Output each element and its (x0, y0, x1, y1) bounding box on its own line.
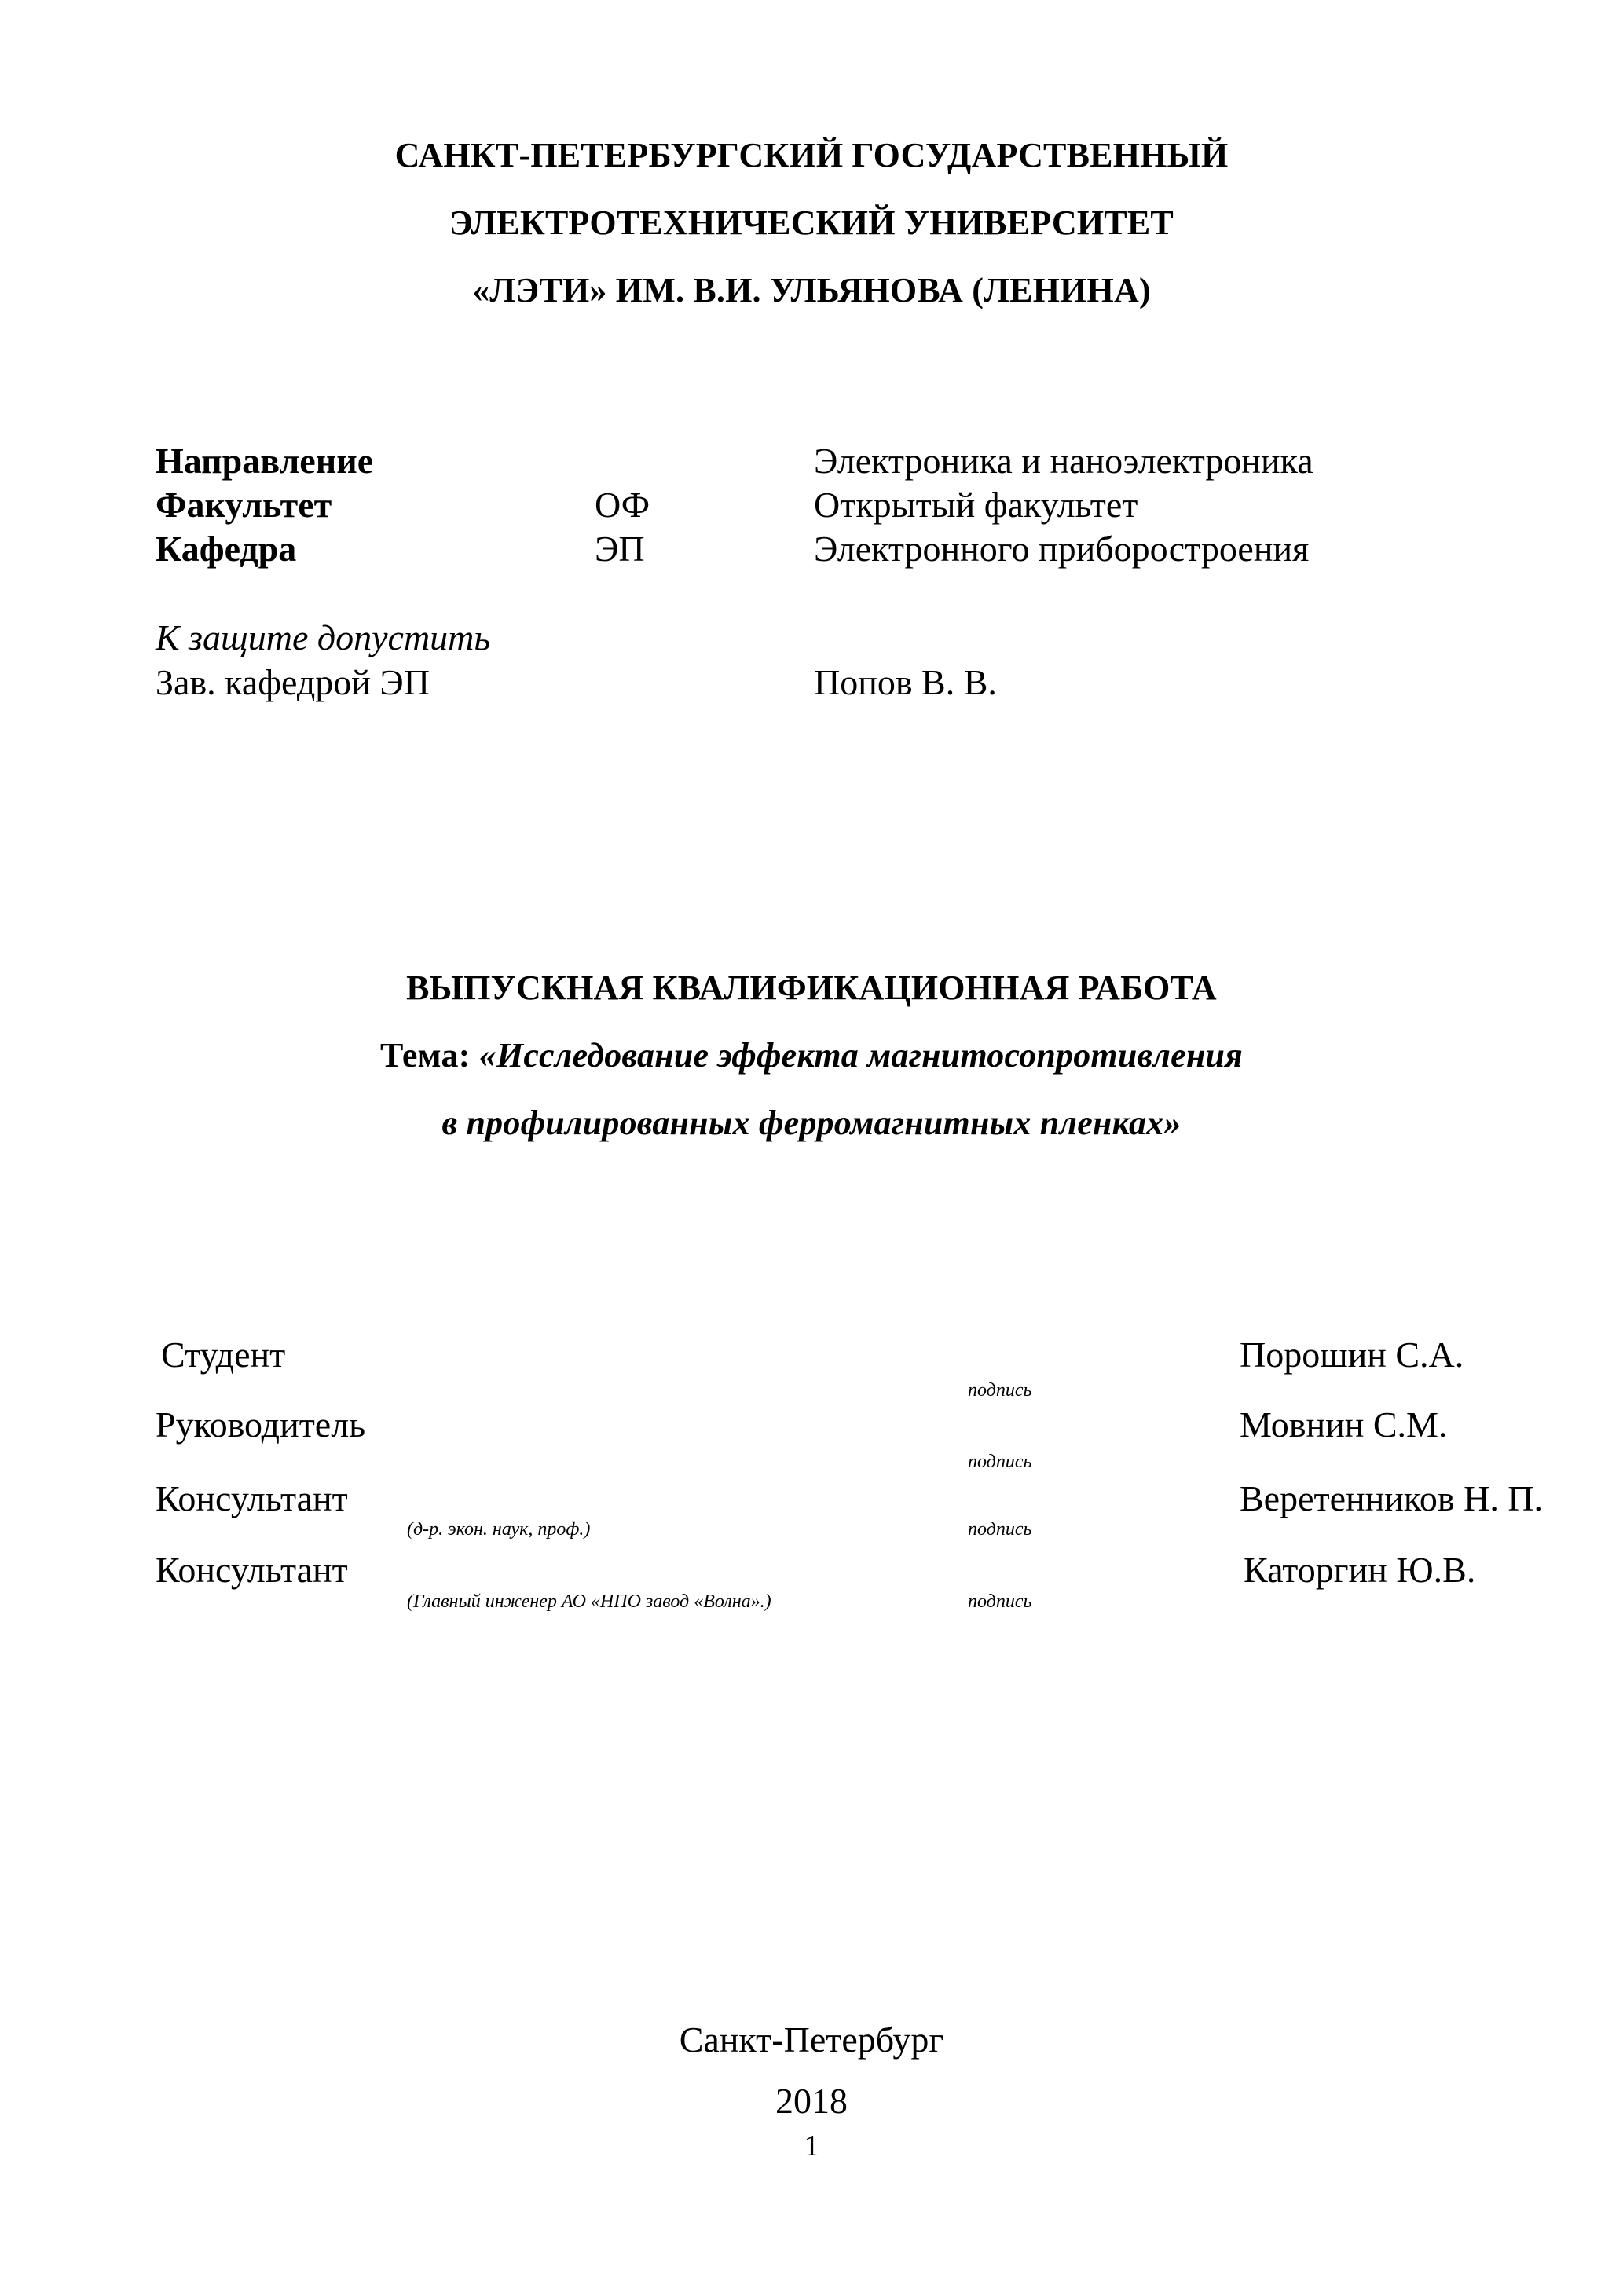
faculty-code: ОФ (595, 485, 650, 525)
signature-role-supervisor: Руководитель (156, 1404, 366, 1445)
university-name-line-3: «ЛЭТИ» ИМ. В.И. УЛЬЯНОВА (ЛЕНИНА) (472, 271, 1151, 309)
signature-caption-4: подпись (968, 1591, 1032, 1612)
faculty-value: Открытый факультет (814, 485, 1138, 525)
signature-role-consultant-2: Консультант (156, 1550, 348, 1590)
approval-name: Попов В. В. (814, 662, 997, 702)
department-code: ЭП (595, 529, 645, 569)
topic-text-1: «Исследование эффекта магнитосопротивления (478, 1036, 1244, 1075)
footer-year: 2018 (775, 2081, 848, 2121)
page-number: 1 (804, 2129, 819, 2162)
university-name-line-1: САНКТ-ПЕТЕРБУРГСКИЙ ГОСУДАРСТВЕННЫЙ (394, 136, 1229, 174)
approval-caption: К защите допустить (156, 617, 491, 657)
faculty-label: Факультет (156, 485, 332, 525)
signature-caption-2: подпись (968, 1452, 1032, 1472)
signature-role-consultant-1: Консультант (156, 1478, 348, 1518)
university-name-line-2: ЭЛЕКТРОТЕХНИЧЕСКИЙ УНИВЕРСИТЕТ (449, 203, 1174, 242)
thesis-heading: ВЫПУСКНАЯ КВАЛИФИКАЦИОННАЯ РАБОТА (406, 969, 1217, 1007)
thesis-topic-line-2: в профилированных ферромагнитных пленках» (441, 1104, 1182, 1142)
thesis-topic-line-1 (0, 1035, 1623, 1075)
signature-name-supervisor: Мовнин С.М. (1240, 1404, 1448, 1445)
signature-role-student: Студент (161, 1335, 286, 1375)
signature-note-consultant-1: (д-р. экон. наук, проф.) (407, 1519, 591, 1540)
signature-name-student: Порошин С.А. (1240, 1335, 1464, 1375)
footer-city: Санкт-Петербург (679, 2020, 944, 2060)
signature-name-consultant-1: Веретенников Н. П. (1240, 1478, 1544, 1518)
signature-name-consultant-2: Каторгин Ю.В. (1244, 1550, 1476, 1590)
department-value: Электронного приборостроения (814, 529, 1310, 569)
approval-role: Зав. кафедрой ЭП (156, 662, 430, 702)
signature-caption-1: подпись (968, 1380, 1032, 1401)
topic-label: Тема: (379, 1036, 471, 1075)
signature-note-consultant-2: (Главный инженер АО «НПО завод «Волна».) (407, 1591, 771, 1612)
direction-label: Направление (156, 441, 374, 481)
department-label: Кафедра (156, 529, 297, 569)
signature-caption-3: подпись (968, 1519, 1032, 1540)
direction-value: Электроника и наноэлектроника (814, 441, 1313, 481)
